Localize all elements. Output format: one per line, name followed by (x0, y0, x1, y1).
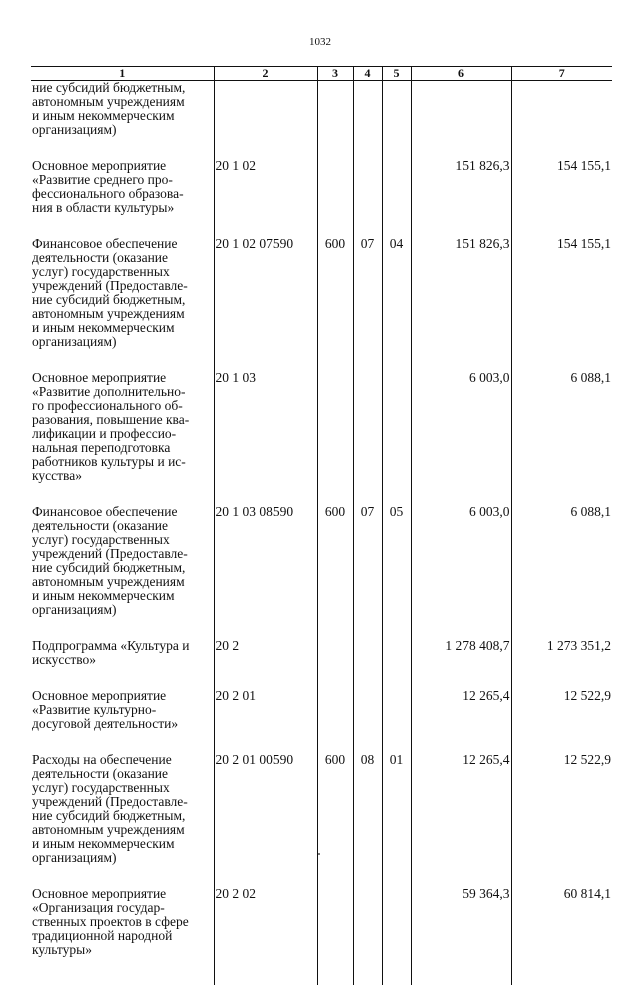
column-header-5: 5 (382, 67, 411, 81)
row-name-cell: Подпрограмма «Культура и искусство» (31, 639, 214, 689)
row-col5-cell (382, 887, 411, 985)
row-col6-cell: 12 265,4 (411, 689, 511, 753)
row-name-cell: Основное мероприятие «Развитие среднего про- фессионального образова- ния в области культуры» (31, 159, 214, 237)
row-name-cell: Основное мероприятие «Развитие культурно- досуговой деятельности» (31, 689, 214, 753)
row-code-cell: 20 1 03 (214, 371, 317, 505)
row-code-cell (214, 81, 317, 160)
row-name-cell: Расходы на обеспечение деятельности (оказание услуг) государственных учреждений (Предоставле- ние субсидий бюджетным, автономным учреждениям и иным некоммерческим организациям) (31, 753, 214, 887)
column-header-2: 2 (214, 67, 317, 81)
row-col3-cell (317, 371, 353, 505)
table-row (31, 505, 612, 639)
row-name-cell: Финансовое обеспечение деятельности (оказание услуг) государственных учреждений (Предоставле- ние субсидий бюджетным, автономным учреждениям и иным некоммерческим организациям) (31, 505, 214, 639)
row-name-cell: Основное мероприятие «Развитие дополнительно- го профессионального об- разования, повышение ква- лификации и профессио- нальная переподготовка работников культуры и ис- кусства» (31, 371, 214, 505)
row-col3-cell (317, 81, 353, 160)
row-code-cell: 20 2 (214, 639, 317, 689)
row-col6-cell: 1 278 408,7 (411, 639, 511, 689)
row-code-cell: 20 1 02 07590 (214, 237, 317, 371)
row-col5-cell: 04 (382, 237, 411, 371)
scan-dot (318, 853, 320, 855)
row-col3-cell: 600 (317, 753, 353, 887)
row-col4-cell (353, 689, 382, 753)
row-col4-cell (353, 81, 382, 160)
column-header-3: 3 (317, 67, 353, 81)
row-col7-cell: 12 522,9 (511, 689, 612, 753)
row-col7-cell: 154 155,1 (511, 237, 612, 371)
row-col4-cell: 08 (353, 753, 382, 887)
budget-table (31, 66, 612, 985)
row-col5-cell (382, 639, 411, 689)
row-code-cell: 20 2 01 (214, 689, 317, 753)
table-row (31, 887, 612, 985)
row-col3-cell (317, 639, 353, 689)
table-row (31, 237, 612, 371)
column-header-4: 4 (353, 67, 382, 81)
row-col4-cell (353, 159, 382, 237)
row-col7-cell: 60 814,1 (511, 887, 612, 985)
row-col5-cell: 01 (382, 753, 411, 887)
row-col6-cell: 59 364,3 (411, 887, 511, 985)
row-code-cell: 20 2 02 (214, 887, 317, 985)
table-row (31, 639, 612, 689)
row-code-cell: 20 1 03 08590 (214, 505, 317, 639)
row-col3-cell (317, 159, 353, 237)
table-header-row (31, 67, 612, 81)
row-col4-cell: 07 (353, 505, 382, 639)
row-col5-cell (382, 159, 411, 237)
row-col3-cell: 600 (317, 237, 353, 371)
row-col4-cell (353, 887, 382, 985)
row-col3-cell (317, 689, 353, 753)
table-body (31, 81, 612, 985)
row-name-cell: ние субсидий бюджетным, автономным учреждениям и иным некоммерческим организациям) (31, 81, 214, 160)
table-row (31, 159, 612, 237)
row-col7-cell: 6 088,1 (511, 505, 612, 639)
row-code-cell: 20 2 01 00590 (214, 753, 317, 887)
row-col6-cell: 12 265,4 (411, 753, 511, 887)
row-col5-cell (382, 371, 411, 505)
row-col4-cell (353, 639, 382, 689)
row-col6-cell: 6 003,0 (411, 505, 511, 639)
row-col3-cell: 600 (317, 505, 353, 639)
column-header-1: 1 (31, 67, 214, 81)
column-header-7: 7 (511, 67, 612, 81)
row-col7-cell (511, 81, 612, 160)
row-col4-cell (353, 371, 382, 505)
table-row (31, 371, 612, 505)
row-code-cell: 20 1 02 (214, 159, 317, 237)
row-col3-cell (317, 887, 353, 985)
table-row (31, 753, 612, 887)
row-name-cell: Финансовое обеспечение деятельности (оказание услуг) государственных учреждений (Предоставле- ние субсидий бюджетным, автономным учреждениям и иным некоммерческим организациям) (31, 237, 214, 371)
page-number: 1032 (0, 36, 640, 48)
column-header-6: 6 (411, 67, 511, 81)
row-col7-cell: 1 273 351,2 (511, 639, 612, 689)
table-row (31, 81, 612, 160)
row-col7-cell: 12 522,9 (511, 753, 612, 887)
row-col7-cell: 154 155,1 (511, 159, 612, 237)
row-col6-cell (411, 81, 511, 160)
row-col5-cell: 05 (382, 505, 411, 639)
row-col5-cell (382, 689, 411, 753)
row-col6-cell: 151 826,3 (411, 159, 511, 237)
row-col6-cell: 6 003,0 (411, 371, 511, 505)
row-col4-cell: 07 (353, 237, 382, 371)
row-col5-cell (382, 81, 411, 160)
row-col7-cell: 6 088,1 (511, 371, 612, 505)
row-name-cell: Основное мероприятие «Организация государ- ственных проектов в сфере традиционной народной культуры» (31, 887, 214, 985)
row-col6-cell: 151 826,3 (411, 237, 511, 371)
table-row (31, 689, 612, 753)
